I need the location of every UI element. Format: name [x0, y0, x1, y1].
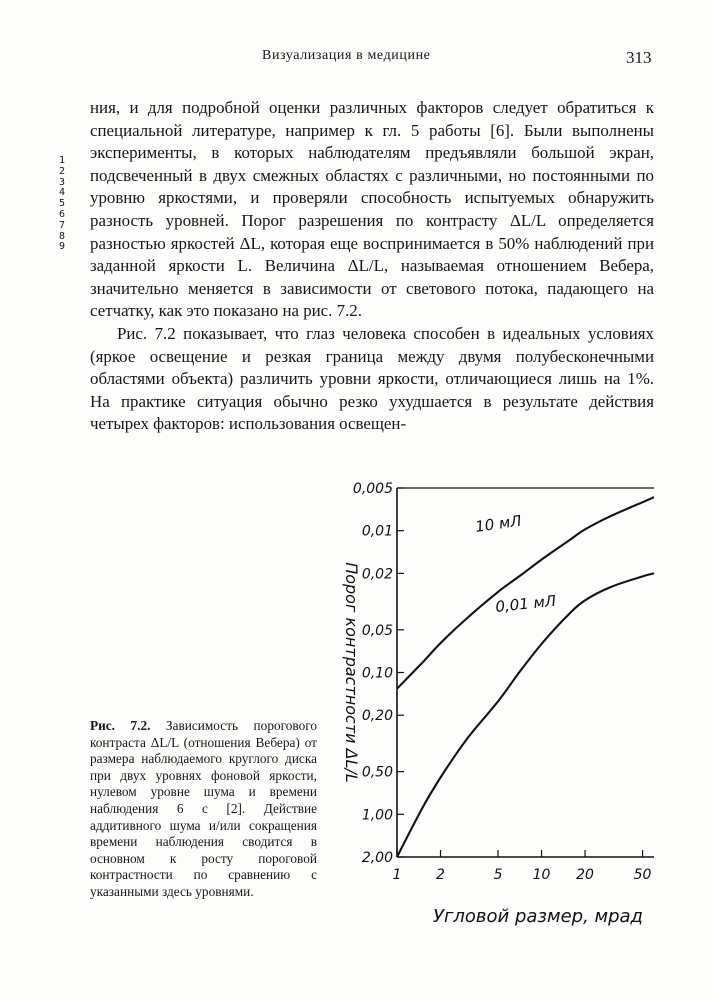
line-number: 8: [58, 230, 66, 242]
y-axis-title: Порог контрастности ΔL/L: [342, 562, 361, 783]
contrast-threshold-chart: [300, 470, 700, 940]
running-title: Визуализация в медицине: [262, 48, 431, 63]
y-tick-label: 0,20: [361, 708, 393, 725]
line-number: 3: [58, 176, 66, 188]
series-label: 0,01 мЛ: [494, 591, 557, 616]
running-header: [0, 48, 713, 72]
y-tick-label: 0,50: [361, 764, 393, 781]
paragraph: Рис. 7.2 показывает, что глаз человека способен в идеальных условиях (яркое освещение и резкая граница между двумя полубесконечными областями объекта) различить уровни яркости, отличающиеся лишь на 1%. На практике ситуация обычно резко ухудшается в результате действия четырех факторов: использования освещен-: [90, 323, 654, 434]
curve-10-ml: [397, 497, 654, 689]
y-tick-label: 0,01: [361, 523, 393, 540]
y-tick-label: 0,02: [361, 566, 393, 583]
line-number: 9: [58, 241, 66, 253]
caption-text: Зависимость порогового контраста ΔL/L (отношения Вебера) от размера наблюдаемого круглого диска при двух уровнях фоновой яркости, нулевом уровне шума и времени наблюдения 6 с [2]. Действие аддитивного шума и/или сокращения времени наблюдения сводится в основном к росту пороговой контрастности по сравнению с указанными здесь уровнями.: [90, 718, 317, 899]
x-tick-label: 1: [392, 867, 402, 883]
line-number-margin: [56, 156, 68, 253]
line-number: 6: [58, 208, 66, 220]
y-tick-label: 0,005: [352, 481, 393, 497]
x-tick-label: 2: [436, 867, 445, 883]
y-tick-label: 0,05: [361, 622, 393, 639]
y-tick-label: 2,00: [361, 850, 393, 866]
body-text: [90, 97, 654, 436]
chart-curves: [397, 497, 654, 857]
line-number: 7: [58, 219, 66, 231]
y-tick-label: 0,10: [361, 665, 393, 682]
x-axis-title: Угловой размер, мрад: [432, 906, 644, 927]
line-number: 2: [58, 165, 66, 177]
caption-label: Рис. 7.2.: [90, 718, 151, 733]
x-tick-label: 50: [633, 867, 652, 883]
chart-axes: [397, 488, 654, 857]
x-tick-label: 10: [532, 867, 551, 883]
figure-caption: [90, 718, 317, 901]
x-tick-label: 5: [493, 867, 503, 883]
paragraph: ния, и для подробной оценки различных факторов следует обратиться к специальной литературе, например к гл. 5 работы [6]. Были выполнены эксперименты, в которых наблюдателям предъявляли большой экран, подсвеченный в двух смежных областях с различными, но постоянными по уровню яркостями, и проверяли способность испытуемых обнаружить разность уровней. Порог разрешения по контрасту ΔL/L определяется разностью яркостей ΔL, которая еще воспринимается в 50% наблюдений при заданной яркости L. Величина ΔL/L, называемая отношением Вебера, значительно меняется в зависимости от светового потока, падающего на сетчатку, как это показано на рис. 7.2.: [90, 98, 654, 321]
line-number: 4: [58, 187, 66, 199]
line-number: 5: [58, 198, 66, 210]
line-number: 1: [58, 155, 66, 166]
x-tick-label: 20: [576, 867, 594, 883]
figure-7-2: [300, 470, 700, 940]
curve-0-01-ml: [397, 573, 654, 857]
series-label: 10 мЛ: [474, 511, 523, 536]
y-tick-label: 1,00: [361, 807, 393, 824]
page-number: 313: [626, 48, 652, 67]
